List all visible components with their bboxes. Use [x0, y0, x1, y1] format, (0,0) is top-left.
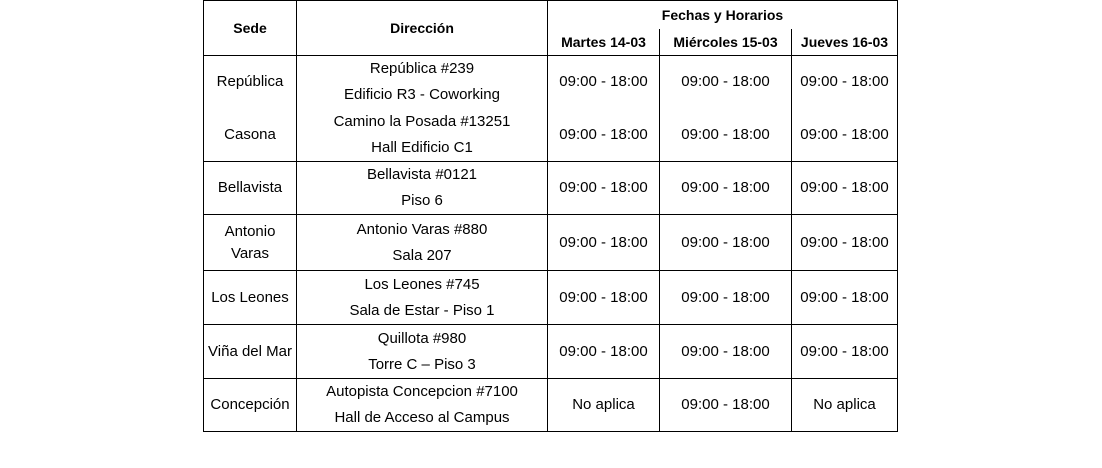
time-cell: No aplica — [548, 379, 660, 432]
time-cell: 09:00 - 18:00 — [792, 109, 898, 162]
address-line-2: Torre C – Piso 3 — [368, 355, 476, 373]
sede-cell: República — [204, 56, 297, 109]
time-cell: 09:00 - 18:00 — [792, 162, 898, 215]
header-date-martes: Martes 14-03 — [548, 29, 660, 56]
address-line-2: Edificio R3 - Coworking — [344, 86, 500, 104]
time-cell: 09:00 - 18:00 — [792, 215, 898, 271]
time-cell: No aplica — [792, 379, 898, 432]
header-direccion: Dirección — [297, 1, 548, 56]
table-row — [204, 271, 898, 325]
address-cell — [297, 271, 548, 325]
address-line-1: Camino la Posada #13251 — [333, 112, 511, 130]
address-cell — [297, 379, 548, 432]
time-cell: 09:00 - 18:00 — [660, 56, 792, 109]
table-row — [204, 162, 898, 215]
address-line-1: Quillota #980 — [377, 329, 467, 347]
time-cell: 09:00 - 18:00 — [660, 109, 792, 162]
time-cell: 09:00 - 18:00 — [548, 162, 660, 215]
address-cell — [297, 325, 548, 379]
time-cell: 09:00 - 18:00 — [660, 325, 792, 379]
address-line-2: Sala 207 — [392, 246, 452, 264]
sede-cell: Antonio Varas — [204, 215, 297, 271]
time-cell: 09:00 - 18:00 — [660, 271, 792, 325]
time-cell: 09:00 - 18:00 — [548, 271, 660, 325]
header-row — [204, 1, 898, 30]
time-cell: 09:00 - 18:00 — [548, 56, 660, 109]
table-row — [204, 215, 898, 271]
table-row — [204, 56, 898, 109]
address-line-2: Hall Edificio C1 — [371, 138, 473, 156]
address-line-1: Antonio Varas #880 — [356, 220, 488, 238]
time-cell: 09:00 - 18:00 — [660, 215, 792, 271]
address-line-1: Autopista Concepcion #7100 — [326, 383, 518, 400]
schedule-table — [203, 0, 898, 432]
time-cell: 09:00 - 18:00 — [548, 325, 660, 379]
table-row — [204, 109, 898, 162]
table-row — [204, 325, 898, 379]
header-fechas-horarios: Fechas y Horarios — [548, 1, 898, 30]
address-cell — [297, 56, 548, 109]
sede-cell: Viña del Mar — [204, 325, 297, 379]
sede-cell: Los Leones — [204, 271, 297, 325]
time-cell: 09:00 - 18:00 — [548, 109, 660, 162]
time-cell: 09:00 - 18:00 — [792, 271, 898, 325]
address-cell — [297, 109, 548, 162]
sede-cell: Casona — [204, 109, 297, 162]
address-cell — [297, 215, 548, 271]
address-line-1: República #239 — [369, 60, 475, 78]
header-date-miercoles: Miércoles 15-03 — [660, 29, 792, 56]
time-cell: 09:00 - 18:00 — [792, 56, 898, 109]
address-line-1: Bellavista #0121 — [366, 166, 478, 183]
address-line-1: Los Leones #745 — [364, 275, 480, 293]
header-sede: Sede — [204, 1, 297, 56]
sede-cell: Concepción — [204, 379, 297, 432]
address-line-2: Piso 6 — [401, 192, 443, 209]
address-cell — [297, 162, 548, 215]
time-cell: 09:00 - 18:00 — [660, 379, 792, 432]
time-cell: 09:00 - 18:00 — [792, 325, 898, 379]
table-row — [204, 379, 898, 432]
address-line-2: Sala de Estar - Piso 1 — [349, 301, 495, 319]
sede-cell: Bellavista — [204, 162, 297, 215]
address-line-2: Hall de Acceso al Campus — [334, 409, 510, 426]
time-cell: 09:00 - 18:00 — [660, 162, 792, 215]
time-cell: 09:00 - 18:00 — [548, 215, 660, 271]
header-date-jueves: Jueves 16-03 — [792, 29, 898, 56]
